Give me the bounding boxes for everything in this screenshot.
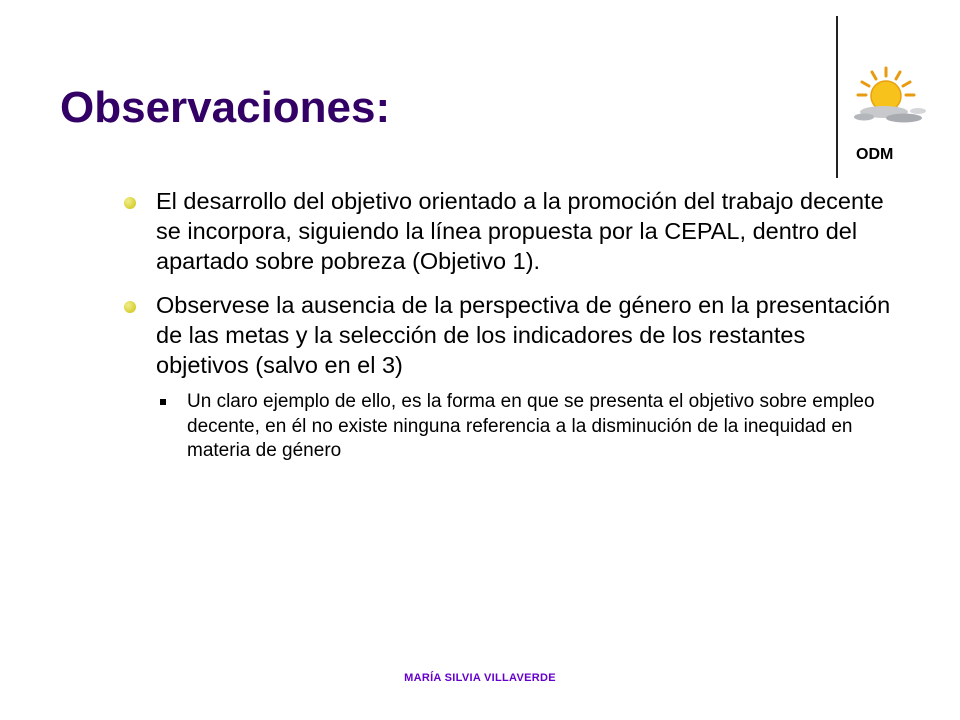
header-divider [836,16,838,178]
bullet-text: Observese la ausencia de la perspectiva de género en la presentación de las metas y la selección de los indicadores de los restantes objetivos (salvo en el 3) [156,292,891,379]
sub-bullet-item [156,390,900,463]
bullet-text: El desarrollo del objetivo orientado a la promoción del trabajo decente se incorpora, siguiendo la línea propuesta por la CEPAL, dentro del apartado sobre pobreza (Objetivo 1). [156,188,884,275]
slide-content [120,186,900,463]
footer-author: MARÍA SILVIA VILLAVERDE [404,672,556,684]
square-bullet-icon [160,399,166,405]
bullet-item [120,290,900,380]
bullet-item [120,186,900,276]
round-bullet-icon [124,301,136,313]
page-title: Observaciones: [60,83,391,132]
sub-bullet-text: Un claro ejemplo de ello, es la forma en que se presenta el objetivo sobre empleo decente, en él no existe ninguna referencia a la disminución de la inequidad en materia de género [187,391,875,462]
sun-cloud-icon [848,66,928,126]
round-bullet-icon [124,197,136,209]
logo-label: ODM [856,146,894,163]
